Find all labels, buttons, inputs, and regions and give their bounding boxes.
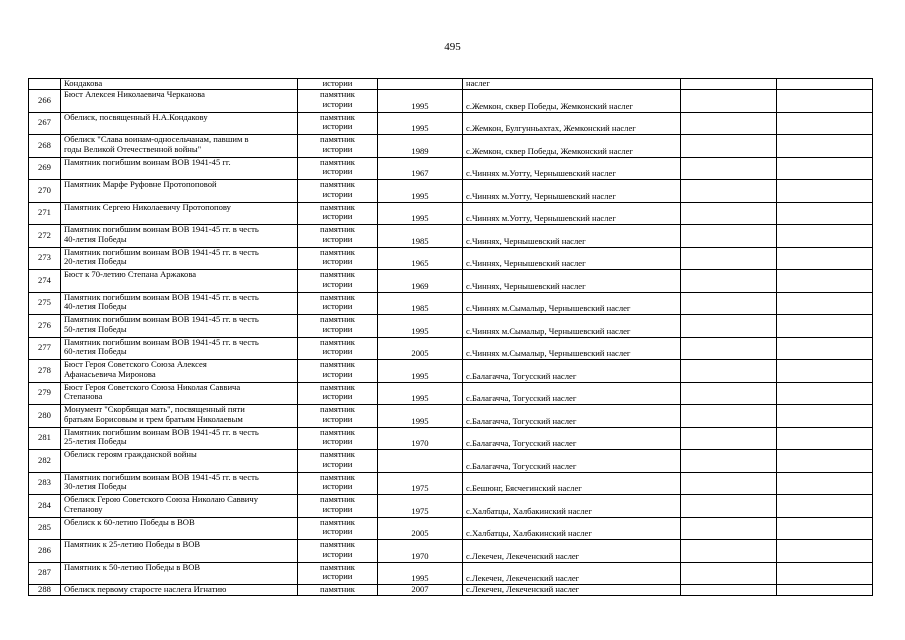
monument-location: с.Лекечен, Лекеченский наслег	[463, 540, 681, 563]
monument-name	[61, 472, 298, 495]
empty-cell	[777, 450, 873, 473]
monument-category	[298, 225, 378, 248]
monument-name-line: Афанасьевича Миронова	[64, 368, 156, 379]
row-number: 275	[29, 292, 61, 315]
monument-category	[298, 562, 378, 585]
table-row	[29, 360, 873, 383]
monument-location: с.Чиннях, Чернышевский наслег	[463, 247, 681, 270]
monument-location: с.Чиннях м.Уоттy, Чернышевский наслег	[463, 202, 681, 225]
monument-location: с.Халбатцы, Халбакинский наслег	[463, 495, 681, 518]
category-line: истории	[322, 436, 353, 447]
row-number: 286	[29, 540, 61, 563]
table-row	[29, 562, 873, 585]
empty-cell	[681, 157, 777, 180]
monument-name-line: Обелиск Герою Советского Союза Николаю Саввичу	[64, 494, 258, 504]
monument-name	[61, 270, 298, 293]
monument-name-line: Обелиск героям гражданской войны	[64, 449, 197, 459]
monument-location: с.Бешюнг, Бясчегинский наслег	[463, 472, 681, 495]
monument-category	[298, 112, 378, 135]
monument-category	[298, 90, 378, 113]
monument-category	[298, 157, 378, 180]
monument-year: 1995	[378, 202, 463, 225]
row-number: 266	[29, 90, 61, 113]
category-line: памятник	[320, 382, 355, 392]
monument-name-line: Бюст к 70-летию Степана Аржакова	[64, 269, 197, 279]
category-line: истории	[322, 526, 353, 537]
table-row	[29, 225, 873, 248]
category-line: памятник	[320, 157, 355, 167]
category-line: истории	[322, 121, 353, 132]
monument-name-line: Памятник погибшим воинам ВОВ 1941-45 гг. в честь	[64, 292, 259, 302]
table-row	[29, 337, 873, 360]
category-line: истории	[322, 323, 353, 334]
monument-name-line: Памятник Марфе Руфовне Протопоповой	[64, 179, 217, 189]
monument-name-line: Памятник к 50-летию Победы в ВОВ	[64, 562, 201, 572]
table-row	[29, 382, 873, 405]
category-line: истории	[322, 413, 353, 424]
table-row	[29, 247, 873, 270]
category-line: истории	[322, 166, 353, 177]
monument-category	[298, 337, 378, 360]
empty-cell	[777, 360, 873, 383]
table-row	[29, 450, 873, 473]
monument-name-line: Обелиск первому старосте наслега Игнатию	[64, 584, 227, 594]
category-line: памятник	[320, 472, 355, 482]
monument-location: с.Жемкон, Булгунньахтах, Жемконский наслег	[463, 112, 681, 135]
category-line: истории	[322, 571, 353, 582]
table-row	[29, 472, 873, 495]
monument-year: 1985	[378, 225, 463, 248]
empty-cell	[777, 540, 873, 563]
monument-name-line: Степанова	[64, 391, 103, 402]
empty-cell	[681, 135, 777, 158]
table-row	[29, 585, 873, 596]
table-row	[29, 315, 873, 338]
empty-cell	[777, 562, 873, 585]
monument-name	[61, 562, 298, 585]
category-line: истории	[322, 346, 353, 357]
monument-category	[298, 292, 378, 315]
row-number: 269	[29, 157, 61, 180]
monument-name	[61, 79, 298, 90]
monument-category	[298, 495, 378, 518]
category-line: памятник	[320, 292, 355, 302]
monument-location: с.Лекечен, Лекеченский наслег	[463, 562, 681, 585]
category-line: истории	[322, 188, 353, 199]
row-number: 267	[29, 112, 61, 135]
monument-name	[61, 450, 298, 473]
monument-name	[61, 292, 298, 315]
monument-location: с.Жемкон, сквер Победы, Жемконский наслег	[463, 135, 681, 158]
monument-name-line: Степанову	[64, 503, 103, 514]
monument-location: с.Чиннях м.Уоттy, Чернышевский наслег	[463, 157, 681, 180]
monument-category	[298, 517, 378, 540]
monument-year: 1967	[378, 157, 463, 180]
empty-cell	[681, 540, 777, 563]
category-line: памятник	[320, 562, 355, 572]
monument-category	[298, 540, 378, 563]
monument-name	[61, 360, 298, 383]
monument-name-line: братьям Борисовым и трем братьям Николаевым	[64, 413, 243, 424]
row-number: 273	[29, 247, 61, 270]
monument-location: с.Чиннях м.Уоттy, Чернышевский наслег	[463, 180, 681, 203]
category-line: памятник	[320, 202, 355, 212]
monument-name	[61, 90, 298, 113]
category-line: истории	[322, 481, 353, 492]
category-line: истории	[322, 503, 353, 514]
monument-name	[61, 157, 298, 180]
table-row	[29, 427, 873, 450]
monument-year: 1975	[378, 495, 463, 518]
monument-year: 1995	[378, 112, 463, 135]
monument-location: с.Балагачча, Тогусский наслег	[463, 382, 681, 405]
monument-name-line: Обелиск к 60-летию Победы в ВОВ	[64, 517, 195, 527]
category-line: памятник	[320, 427, 355, 437]
empty-cell	[681, 315, 777, 338]
category-line: истории	[322, 256, 353, 267]
empty-cell	[777, 225, 873, 248]
table-row	[29, 157, 873, 180]
monument-name-line: Кондакова	[64, 78, 103, 88]
empty-cell	[777, 180, 873, 203]
monument-name-line: Бюст Алексея Николаевича Черканова	[64, 89, 205, 99]
category-line: памятник	[320, 89, 355, 99]
monument-name-line: 20-летия Победы	[64, 256, 127, 267]
row-number: 283	[29, 472, 61, 495]
table-row	[29, 540, 873, 563]
monument-name-line: годы Великой Отечественной войны"	[64, 143, 202, 154]
page-number: 495	[444, 41, 461, 53]
monument-name-line: 25-летия Победы	[64, 436, 127, 447]
empty-cell	[777, 495, 873, 518]
monument-name-line: Монумент "Скорбящая мать", посвященный пяти	[64, 404, 245, 414]
monument-location: с.Чиннях, Чернышевский наслег	[463, 270, 681, 293]
empty-cell	[681, 517, 777, 540]
monument-location: с.Балагачча, Тогусский наслег	[463, 405, 681, 428]
category-line: памятник	[320, 337, 355, 347]
empty-cell	[777, 585, 873, 596]
monument-year: 2005	[378, 337, 463, 360]
empty-cell	[681, 79, 777, 90]
monument-name-line: 30-летия Победы	[64, 481, 127, 492]
empty-cell	[681, 450, 777, 473]
monument-year: 2005	[378, 517, 463, 540]
monument-location: с.Чиннях, Чернышевский наслег	[463, 225, 681, 248]
monument-name	[61, 495, 298, 518]
empty-cell	[681, 90, 777, 113]
monument-name-line: Памятник погибшим воинам ВОВ 1941-45 гг. в честь	[64, 224, 259, 234]
monument-name-line: Памятник Сергею Николаевичу Протопопову	[64, 202, 231, 212]
empty-cell	[777, 135, 873, 158]
monument-year: 2007	[378, 585, 463, 596]
monument-category	[298, 382, 378, 405]
empty-cell	[681, 202, 777, 225]
monument-name	[61, 585, 298, 596]
monument-location: с.Балагачча, Тогусский наслег	[463, 450, 681, 473]
empty-cell	[681, 427, 777, 450]
monument-name	[61, 382, 298, 405]
monument-category	[298, 79, 378, 90]
category-line: истории	[322, 233, 353, 244]
table-row	[29, 270, 873, 293]
empty-cell	[777, 292, 873, 315]
empty-cell	[681, 382, 777, 405]
empty-cell	[777, 517, 873, 540]
empty-cell	[681, 292, 777, 315]
monument-location: с.Чиннях м.Сымалыр, Чернышевский наслег	[463, 315, 681, 338]
row-number: 272	[29, 225, 61, 248]
row-number: 287	[29, 562, 61, 585]
row-number: 277	[29, 337, 61, 360]
monument-name-line: Бюст Героя Советского Союза Николая Саввича	[64, 382, 241, 392]
monument-year: 1995	[378, 382, 463, 405]
empty-cell	[777, 405, 873, 428]
row-number: 276	[29, 315, 61, 338]
monument-name-line: 60-летия Победы	[64, 346, 127, 357]
monument-name	[61, 540, 298, 563]
monument-year: 1995	[378, 90, 463, 113]
category-line: истории	[322, 78, 353, 88]
category-line: памятник	[320, 134, 355, 144]
row-number: 271	[29, 202, 61, 225]
empty-cell	[681, 337, 777, 360]
category-line: памятник	[320, 359, 355, 369]
empty-cell	[777, 112, 873, 135]
monument-name-line: Памятник погибшим воинам ВОВ 1941-45 гг. в честь	[64, 427, 259, 437]
empty-cell	[777, 315, 873, 338]
monument-year: 1989	[378, 135, 463, 158]
monument-year: 1975	[378, 472, 463, 495]
table-row	[29, 405, 873, 428]
monument-category	[298, 180, 378, 203]
monument-location: с.Балагачча, Тогусский наслег	[463, 360, 681, 383]
monument-year: 1970	[378, 540, 463, 563]
monument-name-line: Памятник погибшим воинам ВОВ 1941-45 гг. в честь	[64, 247, 259, 257]
table-row	[29, 180, 873, 203]
row-number: 281	[29, 427, 61, 450]
empty-cell	[681, 405, 777, 428]
empty-cell	[777, 157, 873, 180]
category-line: истории	[322, 391, 353, 402]
row-number: 279	[29, 382, 61, 405]
monument-year: 1995	[378, 360, 463, 383]
monument-name-line: Обелиск, посвященный Н.А.Кондакову	[64, 112, 208, 122]
empty-cell	[777, 382, 873, 405]
category-line: памятник	[320, 517, 355, 527]
category-line: памятник	[320, 539, 355, 549]
monument-name-line: Обелиск "Слава воинам-односельчанам, павшим в	[64, 134, 249, 144]
monument-location: с.Халбатцы, Халбакинский наслег	[463, 517, 681, 540]
category-line: истории	[322, 301, 353, 312]
empty-cell	[681, 180, 777, 203]
monument-name	[61, 517, 298, 540]
monument-name-line: 50-летия Победы	[64, 323, 127, 334]
category-line: памятник	[320, 584, 355, 594]
category-line: истории	[322, 211, 353, 222]
monument-category	[298, 360, 378, 383]
row-number: 280	[29, 405, 61, 428]
monument-location: с.Жемкон, сквер Победы, Жемконский наслег	[463, 90, 681, 113]
row-number: 268	[29, 135, 61, 158]
table-row	[29, 79, 873, 90]
category-line: памятник	[320, 404, 355, 414]
table-row	[29, 90, 873, 113]
monument-category	[298, 247, 378, 270]
empty-cell	[681, 247, 777, 270]
category-line: истории	[322, 278, 353, 289]
empty-cell	[681, 472, 777, 495]
monument-year: 1970	[378, 427, 463, 450]
monument-name	[61, 315, 298, 338]
monument-name	[61, 112, 298, 135]
monument-name	[61, 405, 298, 428]
table-row	[29, 135, 873, 158]
table-row	[29, 112, 873, 135]
row-number: 278	[29, 360, 61, 383]
row-number	[29, 79, 61, 90]
category-line: памятник	[320, 269, 355, 279]
row-number: 274	[29, 270, 61, 293]
monument-name-line: Памятник к 25-летию Победы в ВОВ	[64, 539, 201, 549]
empty-cell	[777, 427, 873, 450]
empty-cell	[777, 270, 873, 293]
monument-name-line: Памятник погибшим воинам ВОВ 1941-45 гг.	[64, 157, 231, 167]
table-row	[29, 202, 873, 225]
monument-category	[298, 202, 378, 225]
row-number: 282	[29, 450, 61, 473]
monument-name	[61, 247, 298, 270]
category-line: памятник	[320, 224, 355, 234]
category-line: памятник	[320, 314, 355, 324]
monument-year: 1995	[378, 315, 463, 338]
monument-year: 1965	[378, 247, 463, 270]
category-line: истории	[322, 143, 353, 154]
empty-cell	[681, 360, 777, 383]
monument-location: с.Чиннях м.Сымалыр, Чернышевский наслег	[463, 337, 681, 360]
empty-cell	[777, 202, 873, 225]
empty-cell	[777, 337, 873, 360]
monument-name	[61, 180, 298, 203]
monument-category	[298, 427, 378, 450]
row-number: 284	[29, 495, 61, 518]
monument-year: 1985	[378, 292, 463, 315]
monument-year: 1995	[378, 180, 463, 203]
category-line: истории	[322, 458, 353, 469]
monument-year	[378, 450, 463, 473]
monuments-table	[28, 78, 873, 596]
monument-name-line: 40-летия Победы	[64, 301, 127, 312]
row-number: 285	[29, 517, 61, 540]
category-line: памятник	[320, 179, 355, 189]
monument-category	[298, 270, 378, 293]
category-line: памятник	[320, 449, 355, 459]
monument-category	[298, 405, 378, 428]
category-line: истории	[322, 368, 353, 379]
monument-category	[298, 450, 378, 473]
monument-location: наслег	[463, 79, 681, 90]
monument-name-line: 40-летия Победы	[64, 233, 127, 244]
table-row	[29, 517, 873, 540]
monument-name-line: Памятник погибшим воинам ВОВ 1941-45 гг. в честь	[64, 337, 259, 347]
monument-name-line: Бюст Героя Советского Союза Алексея	[64, 359, 207, 369]
empty-cell	[777, 79, 873, 90]
monument-year	[378, 79, 463, 90]
monument-year: 1969	[378, 270, 463, 293]
monument-category	[298, 585, 378, 596]
table-row	[29, 292, 873, 315]
row-number: 288	[29, 585, 61, 596]
monument-name-line: Памятник погибшим воинам ВОВ 1941-45 гг. в честь	[64, 472, 259, 482]
monument-year: 1995	[378, 562, 463, 585]
empty-cell	[681, 112, 777, 135]
category-line: истории	[322, 98, 353, 109]
category-line: истории	[322, 548, 353, 559]
empty-cell	[681, 495, 777, 518]
monument-name	[61, 135, 298, 158]
category-line: памятник	[320, 494, 355, 504]
category-line: памятник	[320, 112, 355, 122]
empty-cell	[681, 585, 777, 596]
monument-name	[61, 337, 298, 360]
empty-cell	[681, 562, 777, 585]
table-row	[29, 495, 873, 518]
monument-category	[298, 472, 378, 495]
empty-cell	[777, 472, 873, 495]
empty-cell	[681, 270, 777, 293]
monument-location: с.Балагачча, Тогусский наслег	[463, 427, 681, 450]
monument-category	[298, 135, 378, 158]
monument-location: с.Лекечен, Лекеченский наслег	[463, 585, 681, 596]
monument-location: с.Чиннях м.Сымалыр, Чернышевский наслег	[463, 292, 681, 315]
category-line: памятник	[320, 247, 355, 257]
monument-name	[61, 202, 298, 225]
monument-name-line: Памятник погибшим воинам ВОВ 1941-45 гг. в честь	[64, 314, 259, 324]
empty-cell	[777, 247, 873, 270]
table-body	[29, 79, 873, 596]
monument-name	[61, 225, 298, 248]
monument-name	[61, 427, 298, 450]
empty-cell	[681, 225, 777, 248]
monument-category	[298, 315, 378, 338]
monument-year: 1995	[378, 405, 463, 428]
empty-cell	[777, 90, 873, 113]
row-number: 270	[29, 180, 61, 203]
